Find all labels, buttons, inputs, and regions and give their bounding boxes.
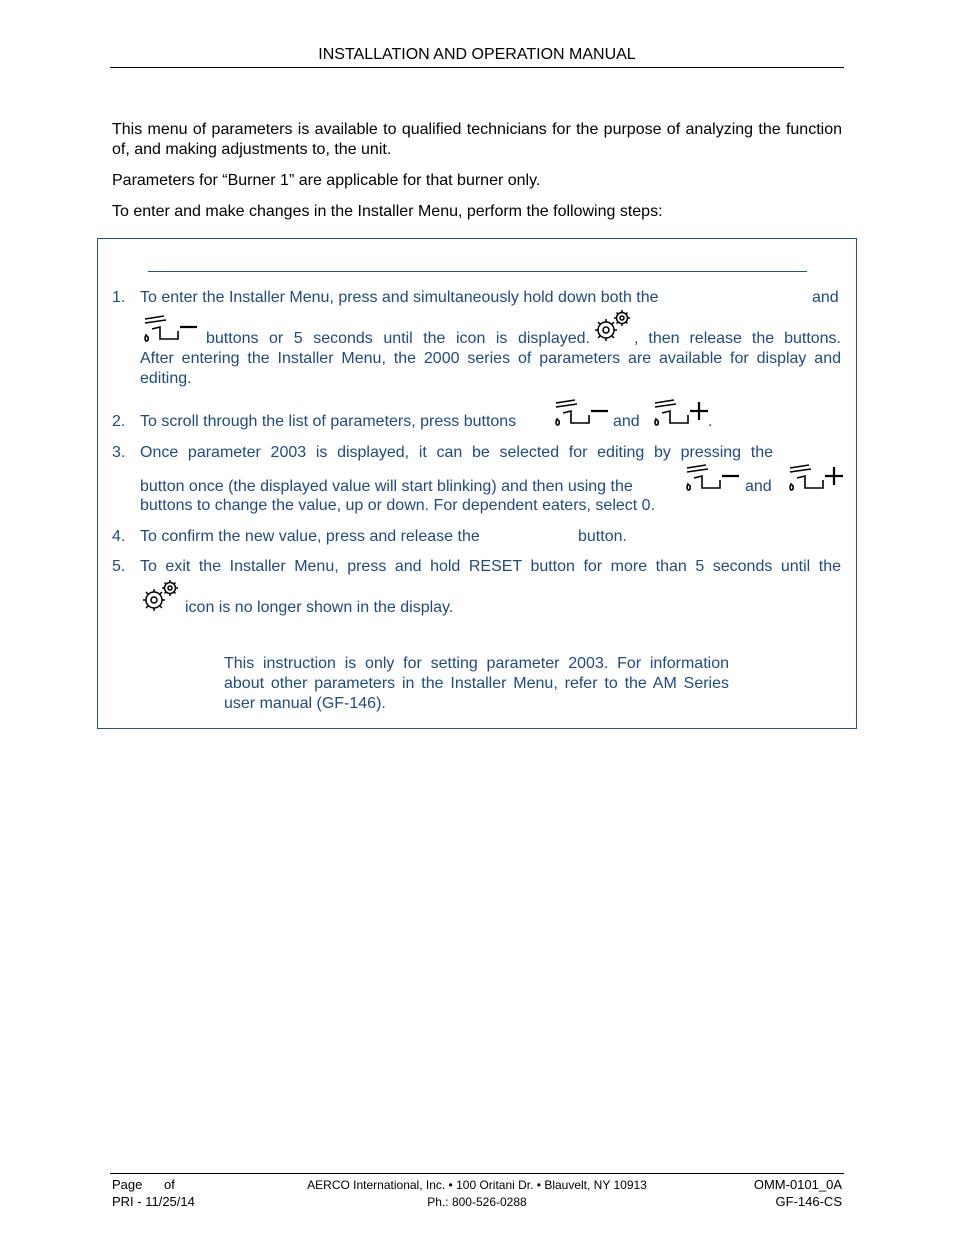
step-1-line-1: To enter the Installer Menu, press and simultaneously hold down both the	[140, 289, 659, 306]
step-4-button-text: button.	[578, 528, 627, 545]
gear-icon	[140, 578, 182, 616]
step-3-and: and	[745, 478, 772, 495]
note-text: This instruction is only for setting parameter 2003. For information about other parameters in the Installer Menu, refer to the AM Series user manual (GF-146).	[224, 655, 729, 712]
gear-icon	[592, 308, 634, 346]
intro-paragraph-1: This menu of parameters is available to qualified technicians for the purpose of analyzing the function of, and making adjustments to, the unit.	[112, 121, 842, 158]
step-3-line-1: Once parameter 2003 is displayed, it can be selected for editing by pressing the	[140, 444, 773, 461]
intro-paragraph-2: Parameters for “Burner 1” are applicable for that burner only.	[112, 172, 541, 189]
header-divider	[110, 67, 844, 68]
procedure-box-divider	[148, 271, 807, 272]
step-1-rest: After entering the Installer Menu, the 2000 series of parameters are available for display and editing.	[140, 350, 841, 387]
step-1-line-2b: , then release the buttons.	[634, 330, 841, 347]
footer-gf-number: GF-146-CS	[775, 1194, 842, 1209]
footer-doc-id: OMM-0101_0A	[753, 1177, 842, 1192]
step-4-number: 4.	[112, 528, 126, 545]
step-4-text: To confirm the new value, press and release the	[140, 528, 480, 545]
step-2-and: and	[613, 413, 640, 430]
faucet-minus-icon	[682, 462, 742, 494]
footer-divider	[110, 1173, 844, 1174]
step-3-line-3: buttons to change the value, up or down. For dependent eaters, select 0.	[140, 497, 656, 514]
step-3-line-2: button once (the displayed value will start blinking) and then using the	[140, 478, 633, 495]
footer-phone: Ph.: 800-526-0288	[427, 1195, 527, 1209]
step-2-number: 2.	[112, 413, 126, 430]
faucet-plus-icon	[785, 462, 845, 494]
footer-pri-date: PRI - 11/25/14	[112, 1194, 195, 1209]
faucet-minus-icon	[551, 397, 611, 429]
step-5-line-1: To exit the Installer Menu, press and hold RESET button for more than 5 seconds until the	[140, 558, 841, 575]
footer-company-address: AERCO International, Inc. • 100 Oritani Dr. • Blauvelt, NY 10913	[307, 1178, 647, 1192]
faucet-minus-icon	[140, 313, 200, 345]
step-1-number: 1.	[112, 289, 126, 306]
step-2-text: To scroll through the list of parameters, press buttons	[140, 413, 517, 430]
page-header-title: INSTALLATION AND OPERATION MANUAL	[318, 46, 636, 63]
step-1-line-2a: buttons or 5 seconds until the icon is displayed.	[206, 330, 590, 347]
step-5-line-2: icon is no longer shown in the display.	[185, 599, 454, 616]
step-3-number: 3.	[112, 444, 126, 461]
step-1-and: and	[812, 289, 839, 306]
footer-page-label: Page of	[112, 1177, 175, 1192]
step-2-end: .	[708, 413, 713, 430]
intro-paragraph-3: To enter and make changes in the Installer Menu, perform the following steps:	[112, 203, 663, 220]
faucet-plus-icon	[650, 397, 710, 429]
step-5-number: 5.	[112, 558, 126, 575]
